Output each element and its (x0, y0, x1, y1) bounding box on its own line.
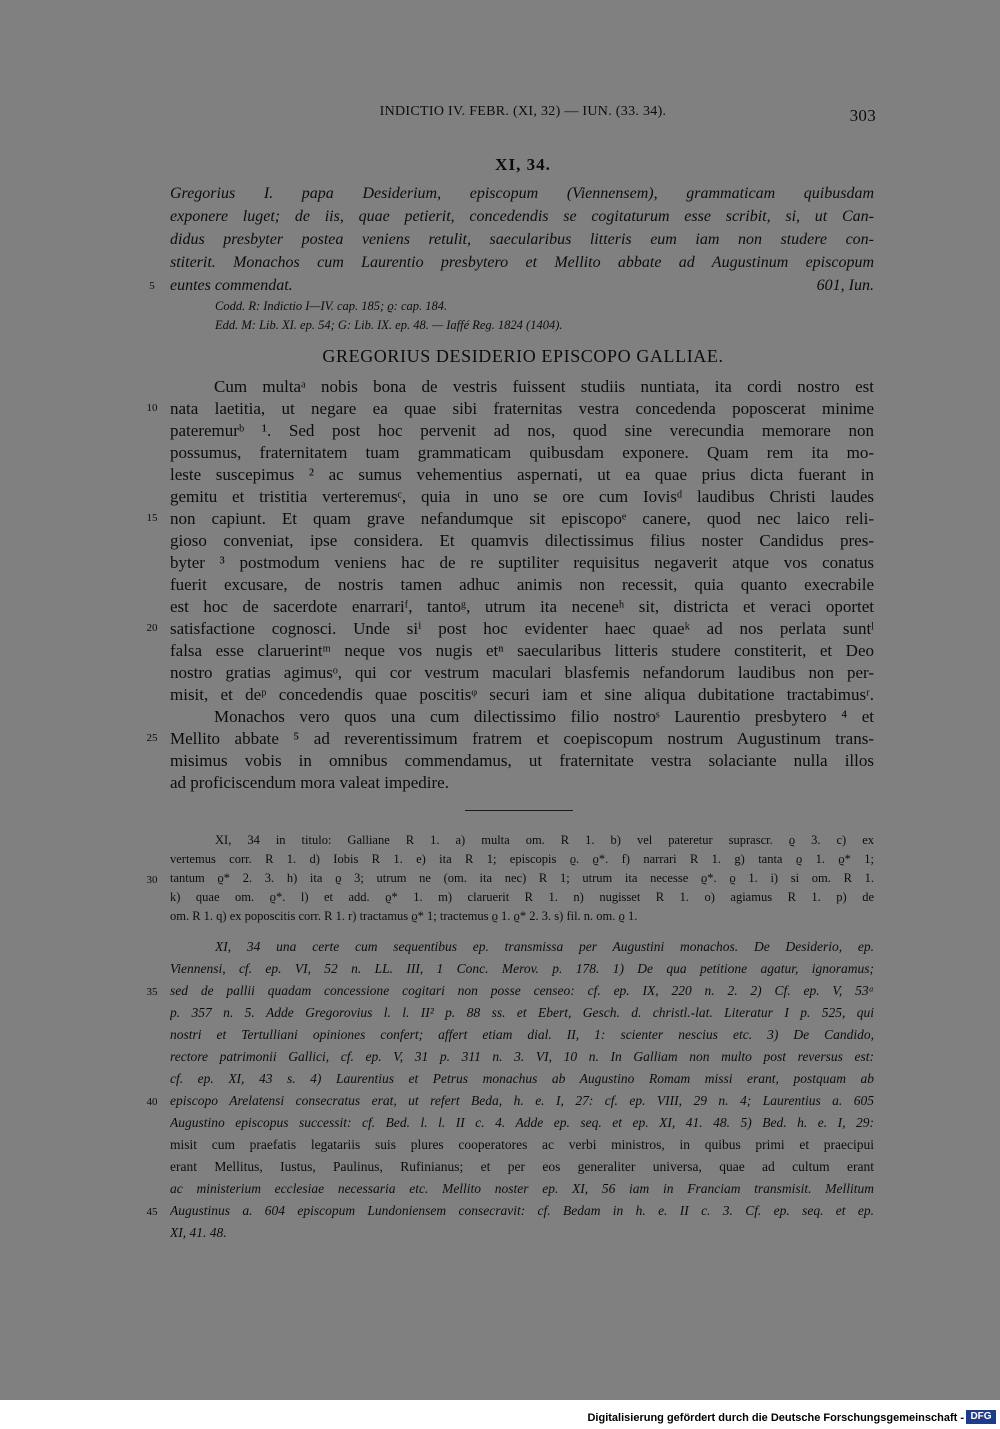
commentary-line: Augustinus a. 604 episcopum Lundoniensem consecravit: cf. Bedam in h. e. II c. 3. Cf. ep. seq. et ep. (170, 1203, 874, 1218)
line-number: 25 (146, 732, 158, 744)
commentary-line: Viennensi, cf. ep. VI, 52 n. LL. III, 1 Conc. Merov. p. 178. 1) De qua petitione agatur, ignoramus; (170, 961, 874, 976)
document-number: XI, 34. (495, 155, 551, 174)
commentary-line: nostri et Tertulliani opiniones confert; affert etiam dial. II, 1: scienter nescius etc. 3) De Candido, (170, 1027, 874, 1042)
line-number: 10 (146, 402, 158, 414)
body-line: non capiunt. Et quam grave nefandumque sit episcopoᵉ canere, quod nec laico reli- (170, 509, 874, 528)
body-line: gioso conveniat, ipse considera. Et quamvis dilectissimus filius noster Candidus pres- (170, 531, 874, 550)
body-line: leste suscepimus ² ac sumus vehementius aspernati, ut ea quae prius dicta fuerant in (170, 465, 874, 484)
commentary-line: cf. ep. XI, 43 s. 4) Laurentius et Petrus monachus ab Augustino Romam missi erant, postquam ab (170, 1071, 874, 1086)
apparatus-line: XI, 34 in titulo: Galliane R 1. a) multa om. R 1. b) vel pateretur suprascr. ϱ 3. c) ex (215, 833, 874, 847)
line-number: 15 (146, 512, 158, 524)
letter-address: GREGORIUS DESIDERIO EPISCOPO GALLIAE. (322, 346, 724, 366)
line-number: 35 (146, 986, 158, 998)
apparatus-line: tantum ϱ* 2. 3. h) ita ϱ 3; utrum ne (om. ita nec) R 1; utrum ita necesse ϱ*. ϱ 1. i) si om. R 1. (170, 871, 874, 885)
page-number: 303 (849, 106, 876, 125)
body-line: byter ³ postmodum veniens hac de re suptiliter requisitus negaverit atque vos conatus (170, 553, 874, 572)
body-line: nostro gratias agimusᵒ, qui cor vestrum maculari blasfemis nefandorum laudibus non per- (170, 663, 874, 682)
section-divider (465, 810, 573, 811)
dfg-logo[interactable]: DFG (966, 1410, 996, 1424)
body-line: pateremurᵇ ¹. Sed post hoc pervenit ad nos, quod sine verecundia memorare non (170, 421, 874, 440)
commentary-line: p. 357 n. 5. Adde Gregorovius l. l. II² p. 88 ss. et Ebert, Gesch. d. christl.-lat. Literatur I p. 525, qui (170, 1005, 874, 1020)
funding-notice: Digitalisierung gefördert durch die Deutsche Forschungsgemeinschaft - (587, 1412, 964, 1424)
body-line: misit, et deᵖ concedendis quae poscitisᵠ securi iam et sine aliqua dubitatione tractabimusʳ. (170, 685, 874, 704)
running-title: INDICTIO IV. FEBR. (XI, 32) — IUN. (33. 34). (379, 104, 667, 119)
body-line: Mellito abbate ⁵ ad reverentissimum fratrem et coepiscopum nostrum Augustinum trans- (170, 729, 874, 748)
regest-line: didus presbyter postea veniens retulit, saecularibus litteris eum iam non studere con- (170, 231, 874, 248)
commentary-line: episcopo Arelatensi consecratus erat, ut refert Beda, h. e. I, 27: cf. ep. VIII, 29 n. 4; Laurentius a. 605 (170, 1093, 874, 1108)
apparatus-line: om. R 1. q) ex poposcitis corr. R 1. r) tractamus ϱ* 1; tractemus ϱ 1. ϱ* 2. 3. s) fil. n. om. ϱ 1. (170, 909, 638, 923)
commentary-line: sed de pallii quadam concessione cogitari non posse censeo: cf. ep. IX, 220 n. 2. 2) Cf. ep. V, 53ᵃ (170, 983, 874, 998)
apparatus-line: vertemus corr. R 1. d) Iobis R 1. e) ita R 1; episcopis ϱ. ϱ*. f) narrari R 1. g) tanta ϱ 1. ϱ* 1; (170, 852, 874, 866)
commentary-line: misit cum praefatis legatariis suis plures cooperatores ac verbi ministros, in quibus primi et praecipui (170, 1137, 874, 1152)
commentary-line: erant Mellitus, Iustus, Paulinus, Rufinianus; et per eos generaliter universa, quae ad cultum erant (170, 1159, 874, 1174)
commentary-line: XI, 34 una certe cum sequentibus ep. transmissa per Augustini monachos. De Desiderio, ep. (215, 939, 874, 954)
line-number: 45 (146, 1206, 158, 1218)
regest-line: Gregorius I. papa Desiderium, episcopum (Viennensem), grammaticam quibusdam (170, 185, 874, 202)
editions-line: Edd. M: Lib. XI. ep. 54; G: Lib. IX. ep. 48. — Iaffé Reg. 1824 (1404). (215, 318, 563, 332)
line-number: 20 (146, 622, 158, 634)
apparatus-line: k) quae om. ϱ*. l) et add. ϱ* 1. m) claruerit R 1. n) nugisset R 1. o) agiamus R 1. p) de (170, 890, 874, 904)
body-line: Cum multaᵃ nobis bona de vestris fuissent studiis nuntiata, ita cordi nostro est (214, 377, 874, 396)
body-line: Monachos vero quos una cum dilectissimo filio nostroˢ Laurentio presbytero ⁴ et (214, 707, 874, 726)
line-number: 5 (149, 280, 155, 292)
letter-date: 601, Iun. (816, 277, 874, 294)
commentary-line: rectore patrimonii Gallici, cf. ep. V, 31 p. 311 n. 3. VI, 10 n. In Galliam non multo post reversus est: (170, 1049, 874, 1064)
commentary-line: ac ministerium ecclesiae necessaria etc. Mellito noster ep. XI, 56 iam in Franciam transmisit. Mellitum (170, 1181, 874, 1196)
line-number: 30 (146, 874, 158, 886)
line-number: 40 (146, 1096, 158, 1108)
body-line: gemitu et tristitia verteremusᶜ, quia in uno se ore cum Iovisᵈ laudibus Christi laudes (170, 487, 874, 506)
regest-line: stiterit. Monachos cum Laurentio presbytero et Mellito abbate ad Augustinum episcopum (170, 254, 874, 271)
body-line: misimus vobis in omnibus commendamus, ut fraternitate vestra solaciante nulla illos (170, 751, 874, 770)
commentary-line: Augustino episcopus successit: cf. Bed. l. l. II c. 4. Adde ep. seq. et ep. XI, 41. 48. 5) Bed. h. e. I, 29: (170, 1115, 874, 1130)
body-line: possumus, fraternitatem tuam grammaticam quibusdam exponere. Quam rem ita mo- (170, 443, 874, 462)
body-line: fuerit excusare, de nostris tamen adhuc animis non recessit, quia quanto execrabile (170, 575, 874, 594)
regest-line: exponere luget; de iis, quae petierit, concedendis se cogitaturum esse scribit, si, ut Can- (170, 208, 874, 225)
page-header (170, 104, 876, 128)
regest-line: euntes commendat. (170, 277, 293, 294)
body-line: est hoc de sacerdote enarrariᶠ, tantoᵍ, utrum ita neceneʰ sit, districta et veraci oportet (170, 597, 874, 616)
body-line: falsa esse claruerintᵐ neque vos nugis etⁿ saecularibus litteris studere constiterit, et Deo (170, 641, 874, 660)
body-line: ad proficiscendum mora valeat impedire. (170, 773, 449, 792)
body-line: satisfactione cognosci. Unde siⁱ post hoc evidenter haec quaeᵏ ad nos perlata suntˡ (170, 619, 874, 638)
body-line: nata laetitia, ut negare ea quae sibi fraternitas vestra concedenda poposcerat minime (170, 399, 874, 418)
codices-line: Codd. R: Indictio I—IV. cap. 185; ϱ: cap. 184. (215, 299, 448, 313)
commentary-line: XI, 41. 48. (170, 1225, 227, 1240)
